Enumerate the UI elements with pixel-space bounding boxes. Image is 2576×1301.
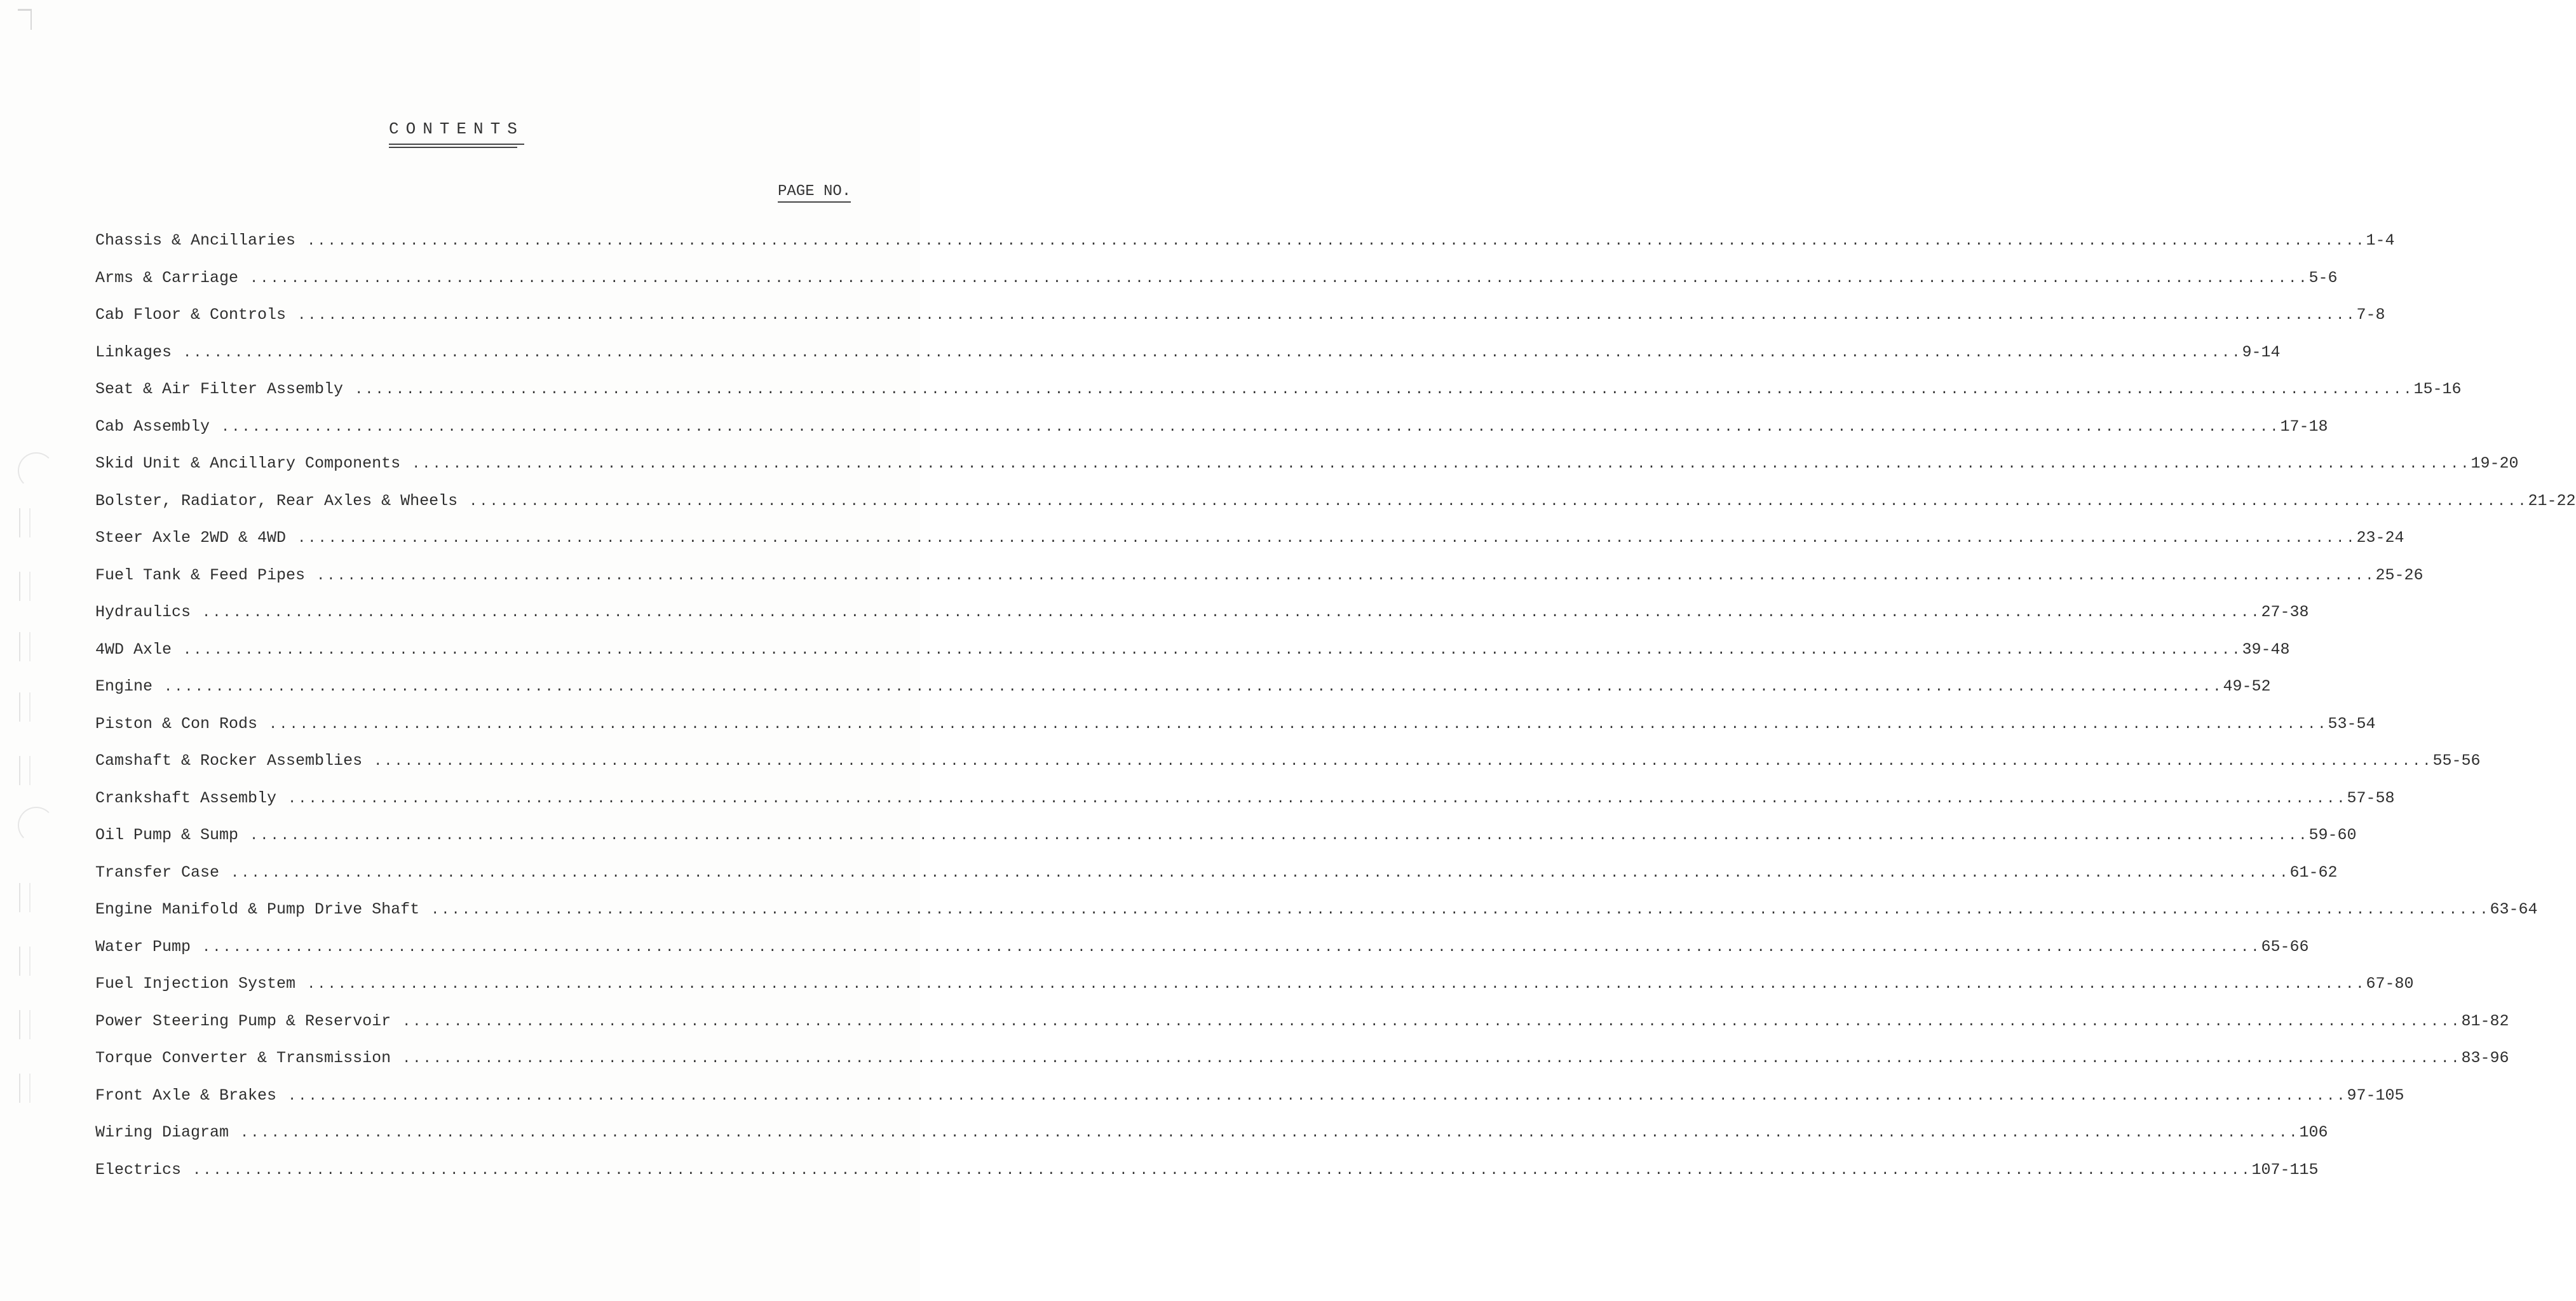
toc-dot-leader: ........................................................................................................................................................................................................ bbox=[412, 456, 2471, 472]
toc-entry bbox=[95, 491, 2576, 529]
scan-corner-mark bbox=[18, 9, 32, 30]
toc-entry bbox=[95, 974, 2414, 1012]
toc-entry-title: Electrics bbox=[95, 1160, 182, 1179]
toc-entry bbox=[95, 1086, 2404, 1124]
toc-entry bbox=[95, 306, 2385, 343]
toc-entry-title: Hydraulics bbox=[95, 603, 191, 621]
punch-hole-mark bbox=[19, 508, 31, 537]
toc-dot-leader: ........................................................................................................................................................................................................ bbox=[202, 605, 2261, 621]
toc-entry bbox=[95, 565, 2423, 603]
toc-entry-title: Fuel Tank & Feed Pipes bbox=[95, 565, 306, 584]
scan-arc-mark bbox=[18, 807, 55, 844]
toc-entry-pages: 17-18 bbox=[2280, 417, 2328, 436]
toc-dot-leader: ........................................................................................................................................................................................................ bbox=[316, 567, 2376, 584]
punch-hole-mark bbox=[19, 883, 31, 912]
toc-entry bbox=[95, 342, 2281, 381]
toc-dot-leader: ........................................................................................................................................................................................................ bbox=[231, 865, 2290, 881]
toc-entry-title: Steer Axle 2WD & 4WD bbox=[95, 529, 287, 547]
toc-entry-title: 4WD Axle bbox=[95, 640, 172, 659]
toc-dot-leader: ........................................................................................................................................................................................................ bbox=[183, 642, 2242, 658]
toc-entry-pages: 97-105 bbox=[2347, 1086, 2404, 1105]
toc-entry-pages: 63-64 bbox=[2490, 900, 2538, 919]
toc-dot-leader: ........................................................................................................................................................................................................ bbox=[221, 419, 2281, 435]
punch-hole-mark bbox=[19, 947, 31, 976]
toc-entry-pages: 61-62 bbox=[2289, 863, 2338, 882]
toc-entry bbox=[95, 1011, 2509, 1049]
toc-entry-title: Front Axle & Brakes bbox=[95, 1086, 277, 1105]
toc-entry-title: Fuel Injection System bbox=[95, 974, 296, 993]
toc-dot-leader: ........................................................................................................................................................................................................ bbox=[202, 939, 2261, 955]
toc-dot-leader: ........................................................................................................................................................................................................ bbox=[250, 270, 2309, 286]
toc-dot-leader: ........................................................................................................................................................................................................ bbox=[402, 1013, 2462, 1030]
toc-entry-pages: 7-8 bbox=[2356, 306, 2385, 324]
punch-hole-mark bbox=[19, 692, 31, 722]
punch-hole-mark bbox=[19, 632, 31, 661]
toc-entry-title: Linkages bbox=[95, 342, 172, 361]
toc-entry-pages: 83-96 bbox=[2461, 1049, 2509, 1067]
toc-dot-leader: ........................................................................................................................................................................................................ bbox=[288, 790, 2347, 807]
toc-dot-leader: ........................................................................................................................................................................................................ bbox=[307, 233, 2366, 249]
toc-entry-title: Bolster, Radiator, Rear Axles & Wheels bbox=[95, 491, 458, 510]
toc-entry-title: Arms & Carriage bbox=[95, 268, 239, 287]
toc-entry bbox=[95, 863, 2338, 901]
toc-entry-pages: 107-115 bbox=[2251, 1160, 2319, 1179]
toc-entry-pages: 55-56 bbox=[2432, 752, 2481, 770]
toc-entry bbox=[95, 1123, 2328, 1161]
toc-dot-leader: ........................................................................................................................................................................................................ bbox=[402, 1051, 2462, 1067]
toc-entry bbox=[95, 640, 2290, 678]
toc-entry-pages: 21-22 bbox=[2528, 491, 2576, 510]
toc-entry-pages: 25-26 bbox=[2375, 565, 2423, 584]
toc-dot-leader: ........................................................................................................................................................................................................ bbox=[297, 307, 2357, 323]
toc-dot-leader: ........................................................................................................................................................................................................ bbox=[193, 1162, 2252, 1178]
toc-entry-title: Wiring Diagram bbox=[95, 1123, 229, 1142]
toc-entry-pages: 23-24 bbox=[2356, 529, 2404, 547]
toc-dot-leader: ........................................................................................................................................................................................................ bbox=[250, 828, 2309, 844]
toc-entry-pages: 67-80 bbox=[2366, 974, 2414, 993]
toc-entry bbox=[95, 417, 2328, 455]
toc-entry-title: Piston & Con Rods bbox=[95, 714, 258, 733]
toc-entry-title: Oil Pump & Sump bbox=[95, 826, 239, 844]
toc-entry bbox=[95, 1049, 2509, 1086]
toc-dot-leader: ........................................................................................................................................................................................................ bbox=[269, 716, 2328, 732]
toc-entry-pages: 27-38 bbox=[2261, 603, 2309, 621]
toc-entry bbox=[95, 529, 2404, 566]
punch-hole-mark bbox=[19, 1074, 31, 1103]
toc-entry-pages: 49-52 bbox=[2223, 677, 2271, 696]
punch-hole-mark bbox=[19, 572, 31, 601]
toc-entry-title: Crankshaft Assembly bbox=[95, 788, 277, 807]
toc-entry bbox=[95, 937, 2309, 975]
toc-entry-pages: 19-20 bbox=[2471, 454, 2519, 473]
toc-entry bbox=[95, 268, 2338, 306]
toc-entry bbox=[95, 826, 2357, 863]
toc-entry-title: Cab Floor & Controls bbox=[95, 306, 287, 324]
toc-dot-leader: ........................................................................................................................................................................................................ bbox=[183, 344, 2242, 361]
toc-entry-title: Seat & Air Filter Assembly bbox=[95, 380, 344, 398]
toc-entry-pages: 1-4 bbox=[2366, 231, 2395, 250]
toc-entry-title: Engine bbox=[95, 677, 153, 696]
toc-entry bbox=[95, 714, 2376, 752]
page-title: CONTENTS bbox=[389, 119, 524, 145]
toc-entry bbox=[95, 752, 2481, 789]
toc-entry bbox=[95, 677, 2271, 715]
toc-entry-title: Skid Unit & Ancillary Components bbox=[95, 454, 401, 473]
toc-entry-title: Power Steering Pump & Reservoir bbox=[95, 1011, 391, 1030]
toc-entry bbox=[95, 1160, 2319, 1198]
toc-dot-leader: ........................................................................................................................................................................................................ bbox=[355, 382, 2414, 398]
punch-hole-mark bbox=[19, 1010, 31, 1039]
toc-dot-leader: ........................................................................................................................................................................................................ bbox=[307, 976, 2366, 992]
toc-entry bbox=[95, 603, 2309, 640]
toc-dot-leader: ........................................................................................................................................................................................................ bbox=[164, 679, 2223, 695]
toc-entry-title: Camshaft & Rocker Assemblies bbox=[95, 752, 363, 770]
toc-dot-leader: ........................................................................................................................................................................................................ bbox=[297, 530, 2357, 546]
toc-entry-pages: 39-48 bbox=[2242, 640, 2290, 659]
toc-entry-pages: 57-58 bbox=[2347, 788, 2395, 807]
toc-entry-pages: 5-6 bbox=[2308, 268, 2338, 287]
toc-entry-title: Water Pump bbox=[95, 937, 191, 956]
toc-dot-leader: ........................................................................................................................................................................................................ bbox=[431, 902, 2490, 918]
toc-dot-leader: ........................................................................................................................................................................................................ bbox=[240, 1125, 2300, 1141]
toc-dot-leader: ........................................................................................................................................................................................................ bbox=[469, 493, 2528, 509]
punch-hole-mark bbox=[19, 756, 31, 785]
toc-entry-pages: 65-66 bbox=[2261, 937, 2309, 956]
toc-entry-pages: 15-16 bbox=[2413, 380, 2462, 398]
toc-entry-title: Transfer Case bbox=[95, 863, 220, 882]
toc-entry-title: Torque Converter & Transmission bbox=[95, 1049, 391, 1067]
toc-entry-pages: 9-14 bbox=[2242, 342, 2281, 361]
toc-entry bbox=[95, 231, 2395, 269]
toc-entry-title: Cab Assembly bbox=[95, 417, 210, 436]
toc-entry bbox=[95, 454, 2519, 492]
scan-arc-mark bbox=[18, 452, 55, 489]
toc-entry-title: Engine Manifold & Pump Drive Shaft bbox=[95, 900, 420, 919]
toc-dot-leader: ........................................................................................................................................................................................................ bbox=[374, 753, 2433, 769]
toc-entry-pages: 53-54 bbox=[2328, 714, 2376, 733]
table-of-contents bbox=[95, 231, 2576, 1197]
toc-entry-title: Chassis & Ancillaries bbox=[95, 231, 296, 250]
toc-entry bbox=[95, 900, 2538, 938]
toc-dot-leader: ........................................................................................................................................................................................................ bbox=[288, 1088, 2347, 1104]
toc-entry-pages: 81-82 bbox=[2461, 1011, 2509, 1030]
toc-entry-pages: 59-60 bbox=[2308, 826, 2357, 844]
toc-entry-pages: 106 bbox=[2299, 1123, 2328, 1142]
page-number-column-header: PAGE NO. bbox=[778, 183, 851, 203]
toc-entry bbox=[95, 380, 2462, 417]
toc-entry bbox=[95, 788, 2395, 826]
